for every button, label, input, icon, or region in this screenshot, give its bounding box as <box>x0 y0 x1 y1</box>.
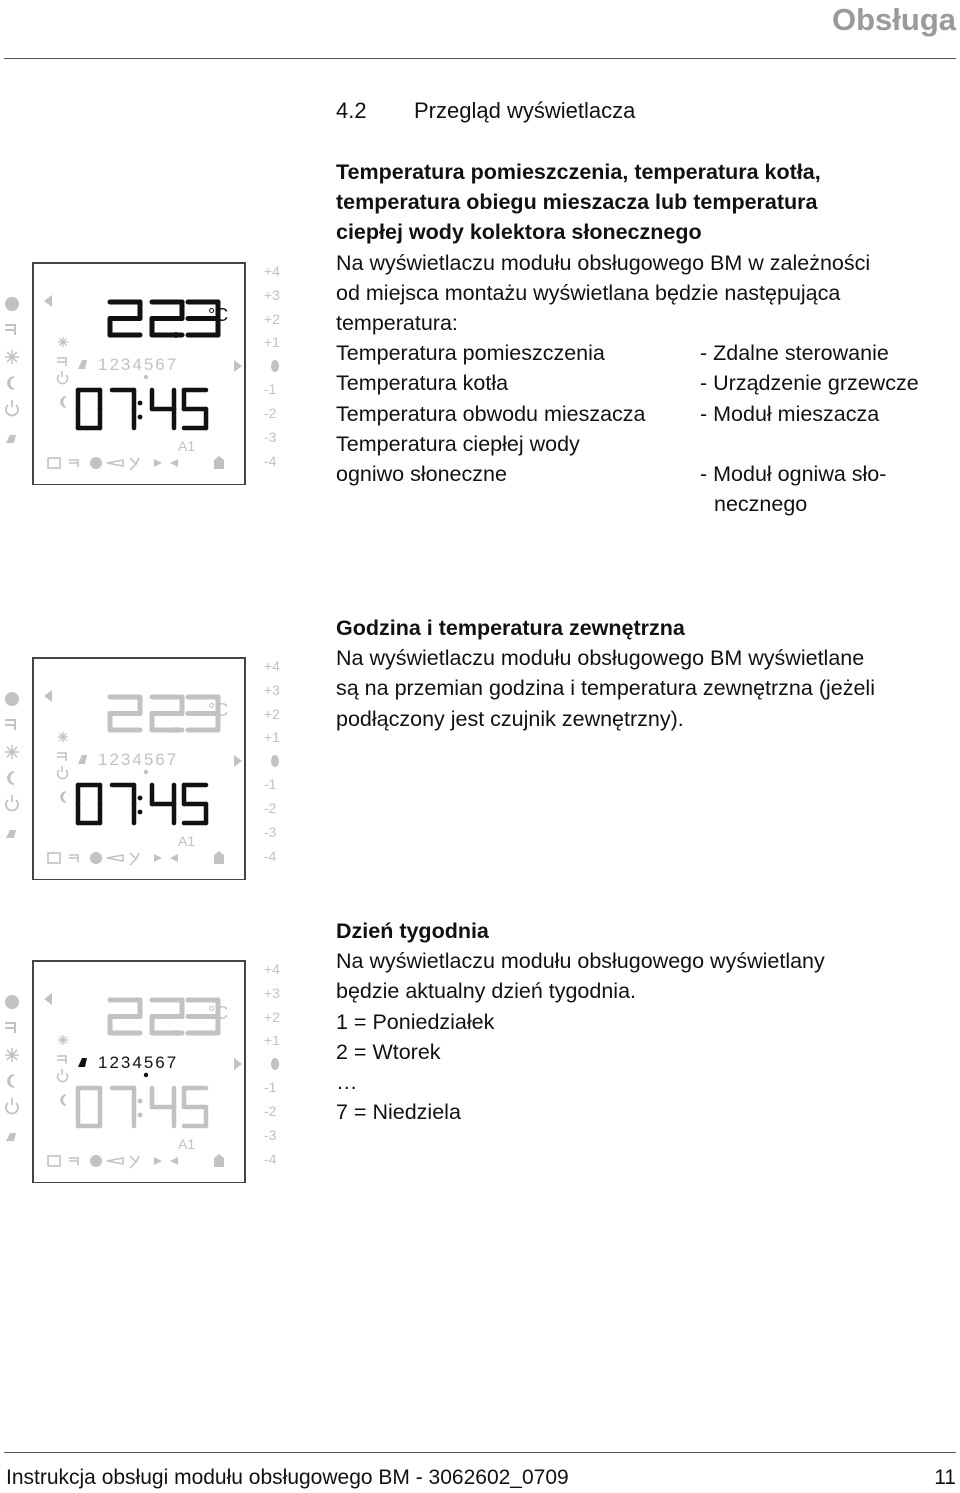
tap-bottom-icon <box>69 1158 78 1165</box>
moon-small-icon <box>61 792 66 802</box>
tap-bottom-icon <box>69 855 78 862</box>
tap-icon <box>5 325 15 335</box>
power-icon <box>6 795 18 810</box>
lcd-display-time <box>0 640 292 880</box>
scale-label: +2 <box>264 1009 280 1025</box>
moon-icon <box>8 377 14 389</box>
time-colon <box>138 401 143 406</box>
block-temperature <box>336 157 956 519</box>
block-temperature-heading-3: ciepłej wody kolektora słonecznego <box>336 220 702 245</box>
tap-small-icon <box>57 358 66 366</box>
person-icon <box>6 1133 16 1141</box>
lcd-svg <box>0 245 292 485</box>
time-digits <box>78 1088 206 1126</box>
scale-label: -1 <box>264 381 277 397</box>
zone-label: A1 <box>178 438 196 454</box>
tap-bottom-icon <box>69 460 78 467</box>
scale-label: -3 <box>264 429 277 445</box>
decimal-point <box>173 727 179 733</box>
temperature-unit: °C <box>208 700 229 720</box>
time-colon <box>138 796 143 801</box>
block-temperature-body-1: Na wyświetlaczu modułu obsługowego BM w zależności <box>336 250 871 275</box>
temperature-unit: °C <box>208 1003 229 1023</box>
block-temperature-heading-1: Temperatura pomieszczenia, temperatura kotła, <box>336 160 821 184</box>
scale-drop-icon <box>271 755 279 767</box>
person-icon <box>6 435 16 443</box>
scale-label: -1 <box>264 1079 277 1095</box>
time-colon <box>138 1099 143 1104</box>
arrow-left-icon <box>44 690 52 702</box>
scale-label: +1 <box>264 729 280 745</box>
table-row: Temperatura pomieszczenia - Zdalne sterowanie <box>336 341 889 366</box>
scale-drop-icon <box>271 1058 279 1070</box>
weekday-numbers: 1234567 <box>98 355 179 374</box>
time-digits <box>78 390 206 428</box>
sun-dot-icon <box>5 692 19 706</box>
lcd-frame <box>33 658 245 880</box>
lock-icon <box>214 851 224 864</box>
arrow-left-icon <box>44 295 52 307</box>
lock-icon <box>214 456 224 469</box>
decimal-point <box>173 1030 179 1036</box>
weekday-marker <box>144 375 148 379</box>
dot-icon <box>90 1155 102 1167</box>
scale-drop-icon <box>271 360 279 372</box>
arrow-right-icon <box>234 755 242 767</box>
power-small-icon <box>58 1069 68 1082</box>
scale-label: -3 <box>264 1127 277 1143</box>
flame-icon <box>107 855 123 861</box>
zone-label: A1 <box>178 833 196 849</box>
block-weekday-heading: Dzień tygodnia <box>336 919 489 943</box>
table-row: Temperatura ciepłej wody <box>336 431 580 456</box>
block-time-heading: Godzina i temperatura zewnętrzna <box>336 616 685 640</box>
person-icon <box>6 830 16 838</box>
temperature-unit: °C <box>208 305 229 325</box>
flame-icon <box>107 460 123 466</box>
block-time-outdoor <box>336 613 956 734</box>
moon-small-icon <box>61 397 66 407</box>
book-icon <box>48 1156 60 1166</box>
block-temperature-body-3: temperatura: <box>336 311 458 336</box>
sun-dot-icon <box>5 995 19 1009</box>
lcd-display-weekday <box>0 943 292 1183</box>
temperature-digits <box>110 302 218 338</box>
power-icon <box>6 400 18 415</box>
moon-icon <box>8 772 14 784</box>
time-digits <box>78 785 206 823</box>
block-weekday-body-3: 1 = Poniedziałek <box>336 1009 495 1034</box>
power-small-icon <box>58 371 68 384</box>
arrow-left-icon <box>44 993 52 1005</box>
scale-label: -1 <box>264 776 277 792</box>
scale-label: -4 <box>264 1151 277 1167</box>
dot-icon <box>90 852 102 864</box>
snowflake-small-icon <box>58 1035 68 1045</box>
table-row: ogniwo słoneczne - Moduł ogniwa sło- <box>336 462 887 487</box>
person-small-icon <box>78 360 87 369</box>
scale-label: -3 <box>264 824 277 840</box>
fan-icon <box>130 458 139 470</box>
scale-label: -4 <box>264 848 277 864</box>
snowflake-icon <box>5 1048 19 1062</box>
block-weekday-body-2: będzie aktualny dzień tygodnia. <box>336 979 637 1004</box>
block-time-body-1: Na wyświetlaczu modułu obsługowego BM wyświetlane <box>336 646 865 671</box>
section-number: 4.2 <box>336 98 367 123</box>
scale-label: +1 <box>264 1032 280 1048</box>
block-weekday-body-5: … <box>336 1070 358 1095</box>
scale-label: +2 <box>264 311 280 327</box>
temperature-digits <box>110 697 218 733</box>
block-time-body-3: podłączony jest czujnik zewnętrzny). <box>336 706 684 731</box>
time-colon <box>138 810 143 815</box>
offset-scale <box>264 961 280 1167</box>
weekday-numbers: 1234567 <box>98 1053 179 1072</box>
fan-icon <box>130 853 139 865</box>
block-time-body-2: są na przemian godzina i temperatura zewnętrzna (jeżeli <box>336 676 875 701</box>
arrow-right-icon <box>234 360 242 372</box>
scale-label: +4 <box>264 658 280 674</box>
offset-scale <box>264 263 280 469</box>
moon-icon <box>8 1075 14 1087</box>
weekday-marker <box>144 770 148 774</box>
snowflake-small-icon <box>58 337 68 347</box>
scale-label: -2 <box>264 800 277 816</box>
tap-small-icon <box>57 753 66 761</box>
lcd-frame <box>33 263 245 485</box>
block-weekday-body-1: Na wyświetlaczu modułu obsługowego wyświetlany <box>336 949 825 974</box>
lcd-svg <box>0 640 292 880</box>
table-row: Temperatura kotła - Urządzenie grzewcze <box>336 371 919 396</box>
block-weekday-body-6: 7 = Niedziela <box>336 1100 461 1125</box>
valve-icon <box>154 1157 178 1165</box>
scale-label: +4 <box>264 263 280 279</box>
table-row: necznego <box>714 492 808 517</box>
weekday-marker <box>144 1073 148 1077</box>
person-small-icon <box>78 755 87 764</box>
lock-icon <box>214 1154 224 1167</box>
scale-label: -4 <box>264 453 277 469</box>
block-weekday <box>336 916 956 1127</box>
book-icon <box>48 458 60 468</box>
decimal-point <box>173 332 179 338</box>
temperature-digits <box>110 1000 218 1036</box>
offset-scale <box>264 658 280 864</box>
tap-small-icon <box>57 1056 66 1064</box>
header-rule <box>4 58 956 59</box>
flame-icon <box>107 1158 123 1164</box>
snowflake-icon <box>5 350 19 364</box>
tap-icon <box>5 720 15 730</box>
block-temperature-heading-2: temperatura obiegu mieszacza lub temperatura <box>336 190 818 215</box>
time-colon <box>138 415 143 420</box>
block-weekday-body-4: 2 = Wtorek <box>336 1039 441 1064</box>
person-small-icon <box>78 1058 87 1067</box>
valve-icon <box>154 459 178 467</box>
scale-label: +1 <box>264 334 280 350</box>
footer-document-title: Instrukcja obsługi modułu obsługowego BM - 3062602_0709 <box>6 1466 569 1489</box>
time-colon <box>138 1113 143 1118</box>
weekday-numbers: 1234567 <box>98 750 179 769</box>
scale-label: +2 <box>264 706 280 722</box>
scale-label: +4 <box>264 961 280 977</box>
footer-page-number: 11 <box>934 1466 956 1489</box>
scale-label: +3 <box>264 985 280 1001</box>
dot-icon <box>90 457 102 469</box>
section-title: Przegląd wyświetlacza <box>414 98 636 123</box>
moon-small-icon <box>61 1095 66 1105</box>
lcd-svg <box>0 943 292 1183</box>
lcd-frame <box>33 961 245 1183</box>
lcd-display-temperature <box>0 245 292 485</box>
footer-rule <box>4 1452 956 1453</box>
power-small-icon <box>58 766 68 779</box>
valve-icon <box>154 854 178 862</box>
fan-icon <box>130 1156 139 1168</box>
snowflake-small-icon <box>58 732 68 742</box>
book-icon <box>48 853 60 863</box>
scale-label: +3 <box>264 287 280 303</box>
table-row: Temperatura obwodu mieszacza - Moduł mieszacza <box>336 401 880 426</box>
snowflake-icon <box>5 745 19 759</box>
scale-label: -2 <box>264 1103 277 1119</box>
tap-icon <box>5 1023 15 1033</box>
scale-label: +3 <box>264 682 280 698</box>
arrow-right-icon <box>234 1058 242 1070</box>
scale-label: -2 <box>264 405 277 421</box>
page-header-title: Obsługa <box>831 2 956 37</box>
zone-label: A1 <box>178 1136 196 1152</box>
power-icon <box>6 1098 18 1113</box>
sun-dot-icon <box>5 297 19 311</box>
block-temperature-body-2: od miejsca montażu wyświetlana będzie następująca <box>336 280 841 305</box>
